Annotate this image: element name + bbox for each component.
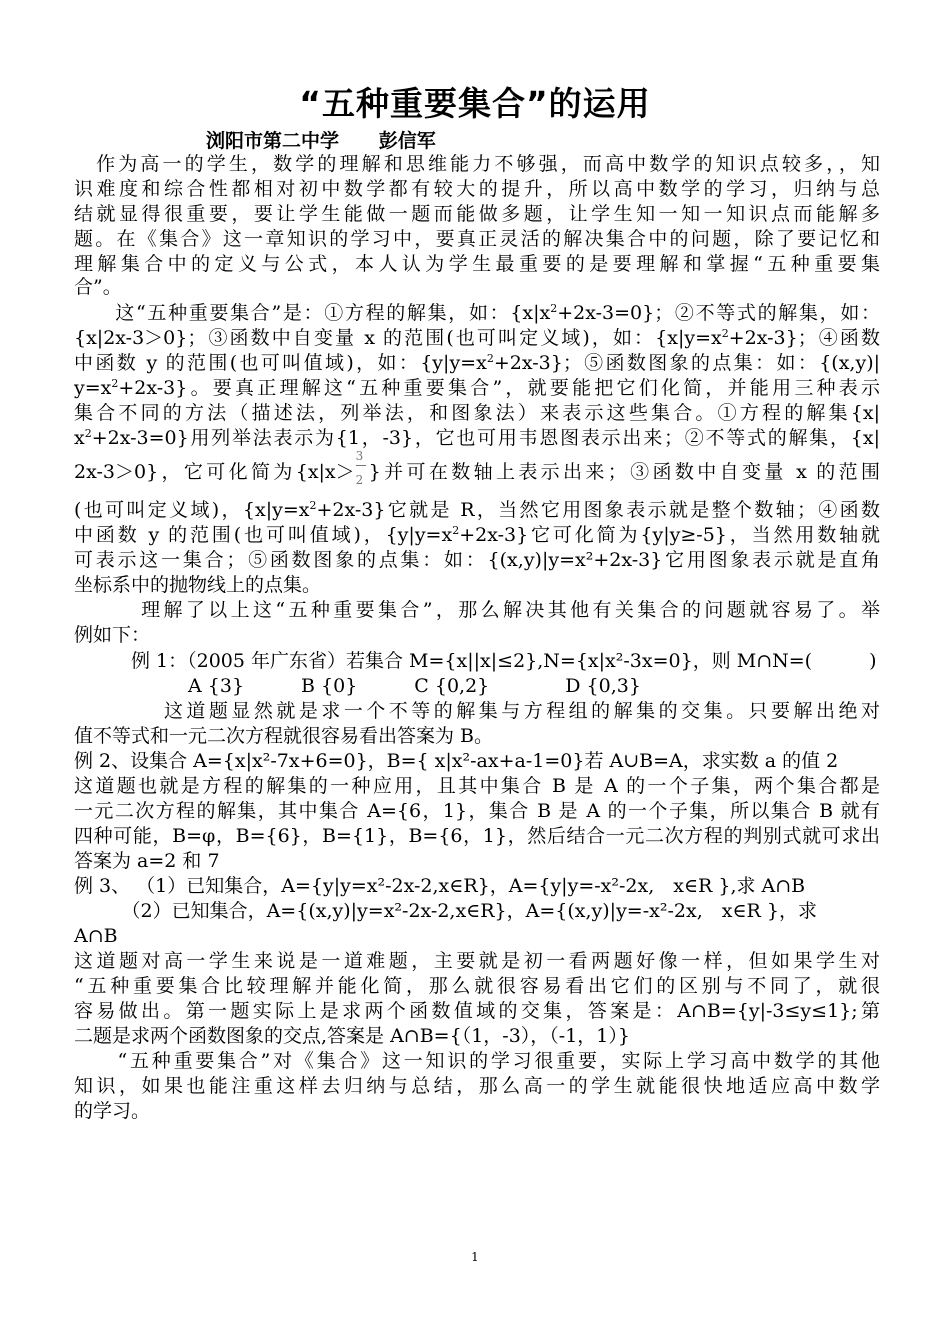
- text-run: (也可叫定义域)，{x|y=x: [74, 499, 310, 521]
- example-3-question: （2）已知集合，A={(x,y)|y=x²-2x-2,x∈R}，A={(x,y)|y=-x²-2x, x∈R }，求: [74, 900, 817, 922]
- paragraph-line: [74, 498, 880, 522]
- example-3-question: 例 3、 （1）已知集合，A={y|y=x²-2x-2,x∈R}，A={y|y=-x²-2x, x∈R },求 A∩B: [74, 875, 806, 897]
- superscript: 2: [111, 377, 119, 390]
- fraction-numerator: 3: [355, 449, 364, 463]
- paragraph-line: 容易做出。第一题实际上是求两个函数值域的交集，答案是：A∩B={y|-3≤y≤1};第: [74, 1000, 880, 1022]
- text-run: +2x-3}；⑤函数图象的点集：如：{(x,y)|: [493, 352, 881, 374]
- fraction: [355, 449, 369, 487]
- superscript: 2: [486, 352, 494, 365]
- example-1-question: 例 1：（2005 年广东省）若集合 M={x||x|≤2},N={x|x²-3x=0}，则 M∩N=( ): [74, 650, 877, 672]
- paragraph-line: 的学习。: [74, 1100, 151, 1122]
- text-run: +2x-3}它就是 R，当然它用图象表示就是整个数轴；④函数: [316, 499, 880, 521]
- paragraph-line: 理解集合中的定义与公式，本人认为学生最重要的是要理解和掌握“五种重要集: [74, 253, 880, 275]
- paragraph-line: A∩B: [74, 925, 118, 947]
- paragraph-line: 合”。: [74, 276, 122, 298]
- superscript: 2: [452, 524, 460, 537]
- superscript: 2: [84, 427, 92, 440]
- paragraph-line: [74, 376, 880, 400]
- paragraph-line: 四种可能，B=φ，B={6}，B={1}，B={6，1}，然后结合一元二次方程的判别式就可求出: [74, 825, 880, 847]
- fraction-denominator: 2: [355, 473, 364, 487]
- fraction-bar: [356, 465, 366, 466]
- paragraph-line: 例如下：: [74, 624, 151, 646]
- paragraph-line: [74, 449, 880, 487]
- superscript: 2: [721, 327, 729, 340]
- paragraph-line: 答案为 a=2 和 7: [74, 850, 220, 872]
- page-title: “五种重要集合”的运用: [299, 84, 651, 123]
- text-run: +2x-3}它可化简为{y|y≥-5}，当然用数轴就: [459, 524, 881, 546]
- paragraph-line: 识难度和综合性都相对初中数学都有较大的提升，所以高中数学的学习，归纳与总: [74, 178, 880, 200]
- paragraph-line: [74, 351, 880, 375]
- superscript: 2: [309, 499, 317, 512]
- paragraph-line: 理解了以上这“五种重要集合”，那么解决其他有关集合的问题就容易了。举: [74, 599, 880, 621]
- paragraph-line: 二题是求两个函数图象的交点,答案是 A∩B={（1，-3），（-1，1）}: [74, 1025, 630, 1047]
- paragraph-line: 这道题显然就是求一个不等的解集与方程组的解集的交集。只要解出绝对: [74, 700, 880, 722]
- text-run: {x|2x-3＞0}；③函数中自变量 x 的范围(也可叫定义域)，如：{x|y=x: [74, 327, 722, 349]
- example-1-options: A {3} B {0} C {0,2} D {0,3}: [74, 675, 641, 697]
- paragraph-line: 这道题对高一学生来说是一道难题，主要就是初一看两题好像一样，但如果学生对: [74, 950, 880, 972]
- text-run: 这“五种重要集合”是：①方程的解集，如：{x|x: [74, 302, 551, 324]
- paragraph-line: “五种重要集合比较理解并能化简，那么就很容易看出它们的区别与不同了，就很: [74, 975, 880, 997]
- paragraph-line: 集合不同的方法（描述法，列举法，和图象法）来表示这些集合。①方程的解集{x|: [74, 402, 880, 424]
- paragraph-line: 知识，如果也能注重这样去归纳与总结，那么高一的学生就能很快地适应高中数学: [74, 1075, 880, 1097]
- superscript: 2: [550, 302, 558, 315]
- paragraph-line: 值不等式和一元二次方程就很容易看出答案为 B。: [74, 725, 494, 747]
- text-run: }并可在数轴上表示出来；③函数中自变量 x 的范围: [368, 461, 880, 483]
- text-run: 中函数 y 的范围(也可叫值域)，{y|y=x: [74, 524, 453, 546]
- text-run: 中函数 y 的范围(也可叫值域)，如：{y|y=x: [74, 352, 487, 374]
- paragraph-line: 坐标系中的抛物线上的点集。: [74, 574, 322, 596]
- text-run: +2x-3=0}；②不等式的解集，如：: [557, 302, 880, 324]
- paragraph-line: [74, 426, 880, 450]
- text-run: x: [74, 427, 85, 449]
- text-run: +2x-3}。要真正理解这“五种重要集合”，就要能把它们化简，并能用三种表示: [118, 377, 880, 399]
- page-number: 1: [471, 1250, 479, 1264]
- text-run: +2x-3=0}用列举法表示为{1，-3}，它也可用韦恩图表示出来；②不等式的解集，{x|: [91, 427, 880, 449]
- text-run: y=x: [74, 377, 112, 399]
- example-2-question: 例 2、设集合 A={x|x²-7x+6=0}，B={ x|x²-ax+a-1=0}若 A∪B=A，求实数 a 的值 2: [74, 750, 839, 772]
- paragraph-line: 结就显得很重要，要让学生能做一题而能做多题，让学生知一知一知识点而能解多: [74, 203, 880, 225]
- paragraph-line: “五种重要集合”对《集合》这一知识的学习很重要，实际上学习高中数学的其他: [74, 1050, 880, 1072]
- paragraph-line: 题。在《集合》这一章知识的学习中，要真正灵活的解决集合中的问题，除了要记忆和: [74, 228, 880, 250]
- paragraph-line: 可表示这一集合；⑤函数图象的点集：如：{(x,y)|y=x²+2x-3}它用图象表示就是直角: [74, 549, 880, 571]
- paragraph-line: 这道题也就是方程的解集的一种应用，且其中集合 B 是 A 的一个子集，两个集合都是: [74, 775, 880, 797]
- text-run: 2x-3＞0}，它可化简为{x|x＞: [74, 461, 355, 483]
- author-line: 浏阳市第二中学 彭信军: [206, 130, 436, 152]
- text-run: +2x-3}；④函数: [728, 327, 880, 349]
- paragraph-line: 一元二次方程的解集，其中集合 A={6，1}，集合 B 是 A 的一个子集，所以集合 B 就有: [74, 800, 880, 822]
- paragraph-line: [74, 301, 880, 325]
- paragraph-line: 作为高一的学生，数学的理解和思维能力不够强，而高中数学的知识点较多，，知: [74, 153, 880, 175]
- paragraph-line: [74, 523, 880, 547]
- paragraph-line: [74, 326, 880, 350]
